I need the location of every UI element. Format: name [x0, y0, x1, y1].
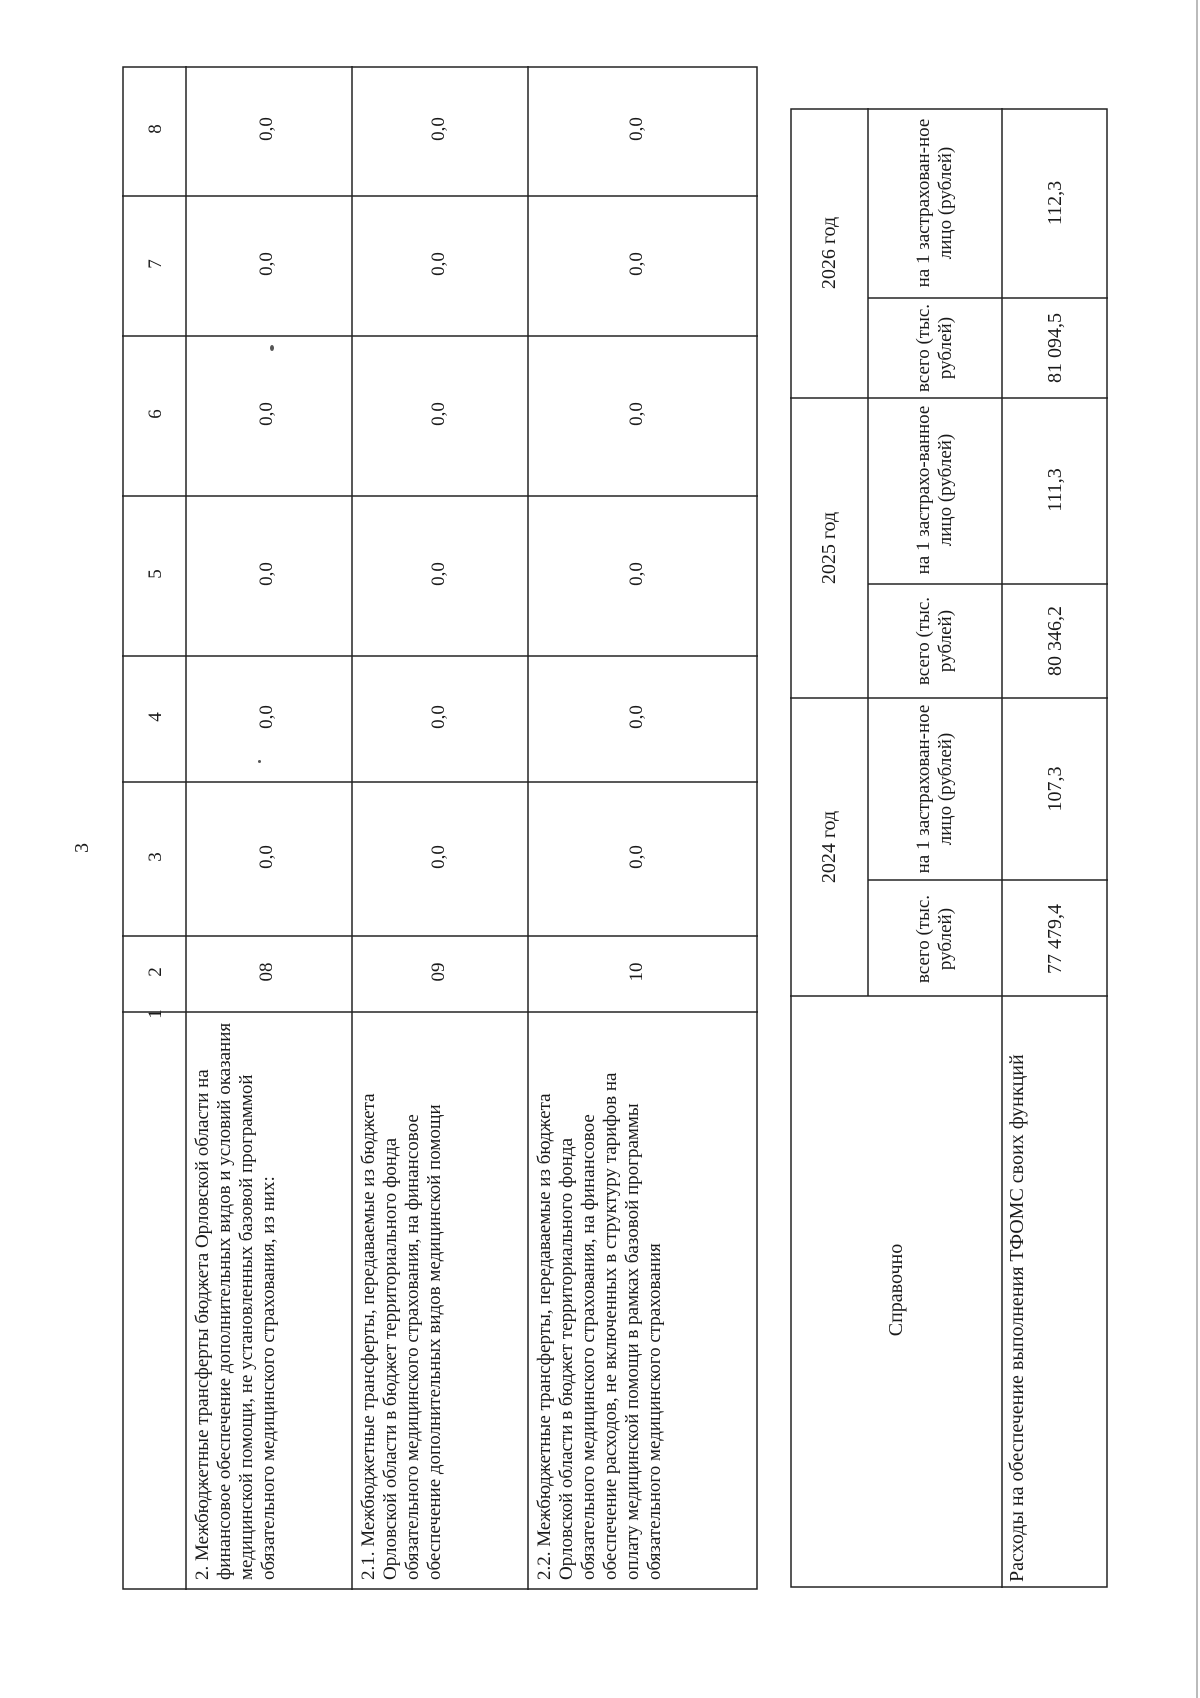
row-2-col6: 0,0 — [428, 402, 449, 426]
subheader-2024-total: всего (тыс. рублей) — [913, 894, 956, 984]
main-table — [122, 66, 758, 1590]
row-3-name: 2.2. Межбюджетные трансферты, передаваемые из бюджета Орловской области в бюджет территориального фонда обязательного медицинского страхования, на финансовое обеспечение расходов, не включенных в структуру тарифов на оплату медицинской помощи в рамках базовой программы обязательного медицинского страхования — [534, 1072, 665, 1580]
reference-value-2024-per-person: 107,3 — [1044, 766, 1066, 812]
row-2-col7: 0,0 — [428, 252, 449, 276]
row-3-col5: 0,0 — [626, 562, 647, 586]
reference-header-label: Справочно — [885, 1243, 907, 1337]
row-1-code: 08 — [256, 962, 277, 982]
reference-value-2025-total: 80 346,2 — [1044, 606, 1066, 676]
year-2026: 2026 год — [818, 216, 840, 290]
row-3-col4: 0,0 — [626, 705, 647, 729]
col-header-2: 2 — [145, 967, 166, 977]
col-header-8: 8 — [145, 124, 166, 134]
page-number: 3 — [71, 843, 93, 853]
row-3-col3: 0,0 — [626, 845, 647, 869]
row-1-col6: 0,0 — [256, 402, 277, 426]
row-2-code: 09 — [428, 962, 449, 982]
subheader-2026-per-person: на 1 застрахован-ное лицо (рублей) — [913, 118, 956, 288]
row-3-col7: 0,0 — [626, 252, 647, 276]
row-3-code: 10 — [626, 962, 647, 982]
scan-speck — [258, 760, 261, 763]
row-3-col8: 0,0 — [626, 117, 647, 141]
subheader-2026-total: всего (тыс. рублей) — [913, 303, 956, 393]
col-header-5: 5 — [145, 569, 166, 579]
reference-value-2026-per-person: 112,3 — [1044, 180, 1066, 226]
reference-row-label: Расходы на обеспечение выполнения ТФОМС своих функций — [1006, 1054, 1028, 1582]
row-1-col7: 0,0 — [256, 252, 277, 276]
col-header-7: 7 — [145, 259, 166, 269]
row-2-col4: 0,0 — [428, 705, 449, 729]
reference-value-2026-total: 81 094,5 — [1044, 313, 1066, 383]
subheader-2025-total: всего (тыс. рублей) — [913, 596, 956, 686]
reference-value-2024-total: 77 479,4 — [1044, 904, 1066, 974]
row-3-col6: 0,0 — [626, 402, 647, 426]
scan-speck — [270, 345, 274, 351]
reference-table — [790, 108, 1108, 1588]
scan-edge — [1196, 0, 1198, 1698]
row-1-col8: 0,0 — [256, 117, 277, 141]
reference-value-2025-per-person: 111,3 — [1044, 468, 1066, 512]
col-header-3: 3 — [145, 852, 166, 862]
row-2-name: 2.1. Межбюджетные трансферты, передаваемые из бюджета Орловской области в бюджет территориального фонда обязательного медицинского страхования, на финансовое обеспечение дополнительных видов медицинской помощи — [358, 1093, 445, 1580]
row-2-col3: 0,0 — [428, 845, 449, 869]
row-1-name: 2. Межбюджетные трансферты бюджета Орловской области на финансовое обеспечение дополнительных видов и условий оказания медицинской помощи, не установленных базовой программой обязательного медицинского страхования, из них: — [192, 1022, 279, 1580]
col-header-1: 1 — [145, 1009, 166, 1019]
row-1-col5: 0,0 — [256, 562, 277, 586]
row-1-col3: 0,0 — [256, 845, 277, 869]
col-header-4: 4 — [145, 712, 166, 722]
row-2-col8: 0,0 — [428, 117, 449, 141]
row-1-col4: 0,0 — [256, 705, 277, 729]
row-2-col5: 0,0 — [428, 562, 449, 586]
subheader-2024-per-person: на 1 застрахован-ное лицо (рублей) — [913, 704, 956, 874]
col-header-6: 6 — [145, 409, 166, 419]
year-2025: 2025 год — [818, 511, 840, 585]
year-2024: 2024 год — [818, 810, 840, 884]
subheader-2025-per-person: на 1 застрахо-ванное лицо (рублей) — [913, 405, 956, 575]
